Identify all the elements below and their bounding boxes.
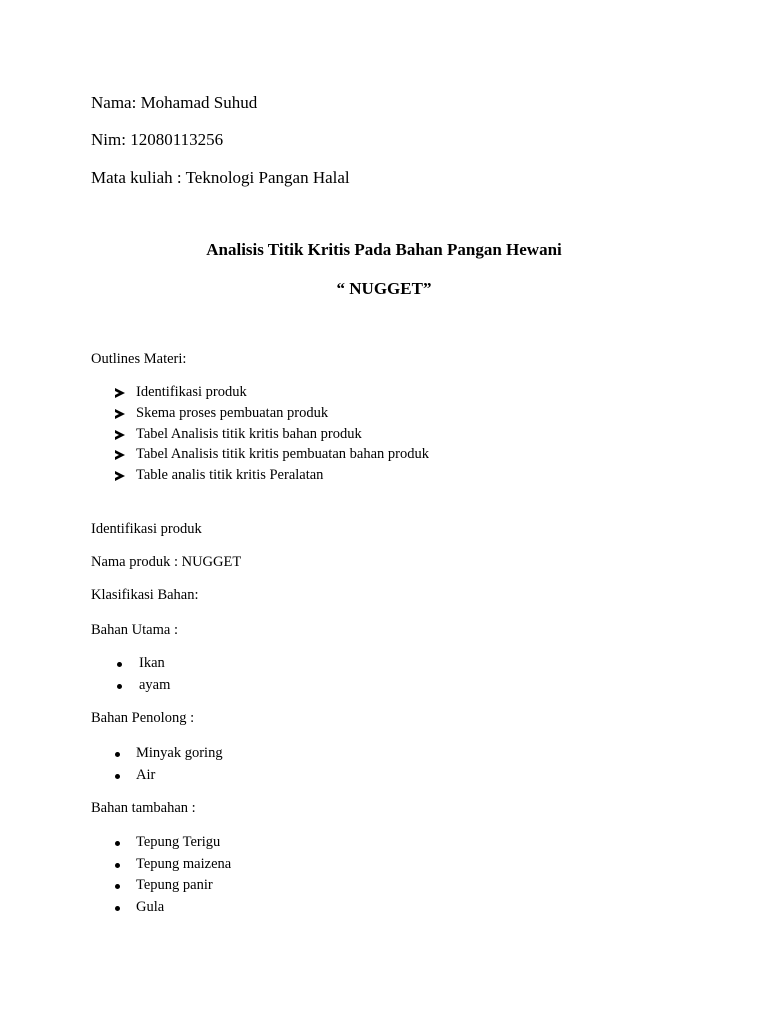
list-item-label: Air xyxy=(136,767,156,783)
classification-label: Klasifikasi Bahan: xyxy=(91,587,199,603)
list-item-label: Tepung panir xyxy=(136,877,213,893)
bullet-icon xyxy=(115,841,120,846)
outline-item-label: Tabel Analisis titik kritis bahan produk xyxy=(136,426,362,442)
arrow-bullet-icon xyxy=(115,388,125,398)
bullet-icon xyxy=(115,774,120,779)
outline-item-label: Skema proses pembuatan produk xyxy=(136,405,329,421)
helper-ingredients-label: Bahan Penolong : xyxy=(91,710,195,726)
document-subtitle: “ NUGGET” xyxy=(336,279,432,298)
bullet-icon xyxy=(115,752,120,757)
arrow-bullet-icon xyxy=(115,450,125,460)
bullet-icon xyxy=(117,662,122,667)
outline-item-label: Table analis titik kritis Peralatan xyxy=(136,467,324,483)
student-name: Nama: Mohamad Suhud xyxy=(91,93,258,112)
bullet-icon xyxy=(115,906,120,911)
document-title: Analisis Titik Kritis Pada Bahan Pangan Hewani xyxy=(206,240,562,259)
bullet-icon xyxy=(117,684,122,689)
arrow-bullet-icon xyxy=(115,409,125,419)
outline-item-label: Identifikasi produk xyxy=(136,384,247,400)
outline-heading: Outlines Materi: xyxy=(91,351,187,367)
product-name: Nama produk : NUGGET xyxy=(91,554,242,570)
list-item-label: Minyak goring xyxy=(136,745,223,761)
list-item-label: Gula xyxy=(136,899,165,915)
arrow-bullet-icon xyxy=(115,430,125,440)
list-item-label: Tepung maizena xyxy=(136,856,232,872)
main-ingredients-label: Bahan Utama : xyxy=(91,622,178,638)
list-item-label: Tepung Terigu xyxy=(136,834,221,850)
section-heading: Identifikasi produk xyxy=(91,521,202,537)
list-item-label: ayam xyxy=(139,677,171,693)
bullet-icon xyxy=(115,884,120,889)
arrow-bullet-icon xyxy=(115,471,125,481)
course-name: Mata kuliah : Teknologi Pangan Halal xyxy=(91,168,350,187)
outline-item-label: Tabel Analisis titik kritis pembuatan bahan produk xyxy=(136,446,429,462)
bullet-icon xyxy=(115,863,120,868)
additional-ingredients-label: Bahan tambahan : xyxy=(91,800,196,816)
list-item-label: Ikan xyxy=(139,655,165,671)
student-nim: Nim: 12080113256 xyxy=(91,130,224,149)
